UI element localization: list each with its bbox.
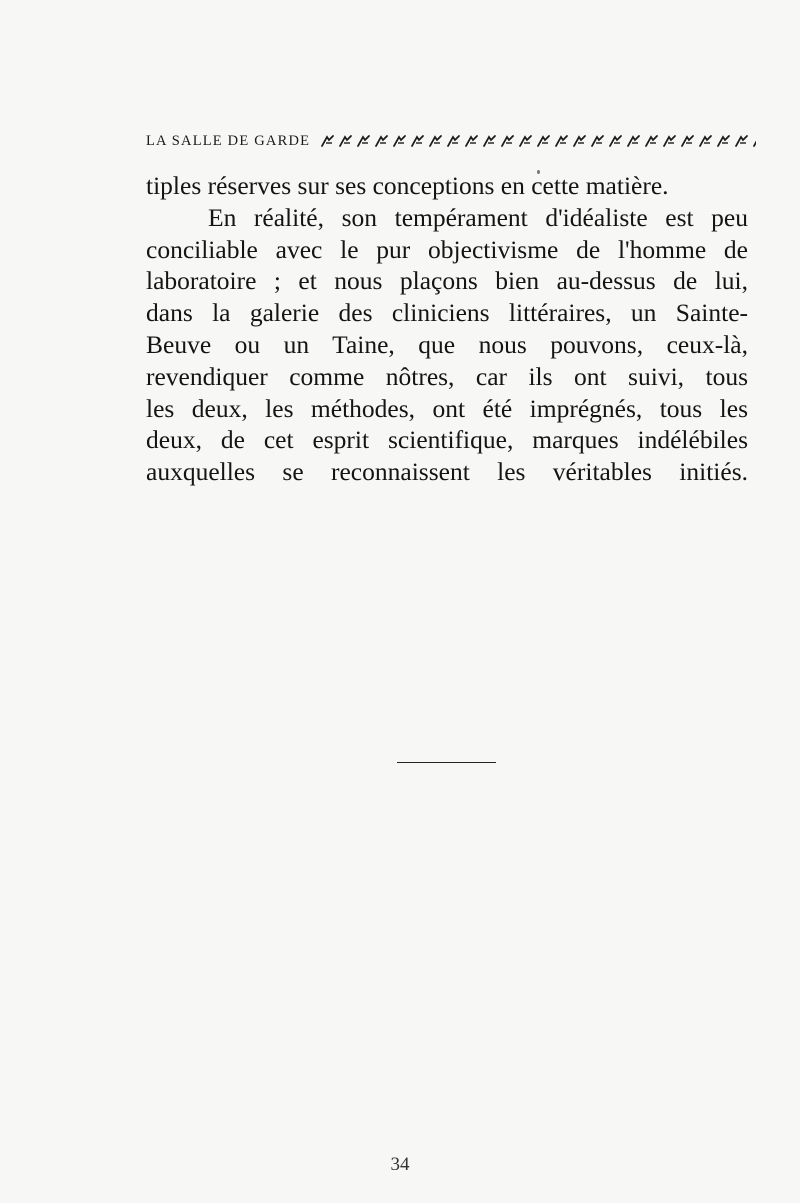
ornament-mark: [484, 136, 495, 146]
ornament-mark: [700, 136, 711, 146]
ornament-mark: [358, 136, 369, 146]
text-line: tiples réserves sur ses conceptions en cette matière.: [146, 171, 669, 200]
text-line: revendiquer comme nôtres, car ils ont suivi, tous: [146, 361, 748, 391]
body-text: [146, 170, 748, 488]
ornament-mark: [430, 136, 441, 146]
running-title: LA SALLE DE GARDE: [146, 132, 311, 149]
ornament-mark: [754, 136, 756, 146]
page-number: 34: [390, 1154, 410, 1175]
ornament-mark: [664, 136, 675, 146]
ornament-mark: [340, 136, 351, 146]
text-line: deux, de cet esprit scientifique, marques indélébiles: [146, 425, 748, 455]
ornament-mark: [592, 136, 603, 146]
ornament-mark: [646, 136, 657, 146]
ornament-pattern: [320, 134, 756, 148]
separator-rule: [397, 762, 496, 763]
text-line: Beuve ou un Taine, que nous pouvons, ceux-là,: [146, 329, 748, 359]
text-line: dans la galerie des cliniciens littéraires, un Sainte-: [146, 298, 748, 328]
text-line: auxquelles se reconnaissent les véritables initiés.: [146, 457, 748, 487]
ornament-mark: [394, 136, 405, 146]
ornament-mark: [610, 136, 621, 146]
running-head: [146, 131, 756, 151]
ornament-mark: [412, 136, 423, 146]
ornament-band: [320, 134, 756, 148]
ornament-mark: [520, 136, 531, 146]
ornament-mark: [556, 136, 567, 146]
text-line: les deux, les méthodes, ont été imprégnés, tous les: [146, 393, 748, 423]
ornament-mark: [718, 136, 729, 146]
ornament-mark: [322, 136, 333, 146]
ornament-mark: [574, 136, 585, 146]
ornament-mark: [538, 136, 549, 146]
ornament-mark: [376, 136, 387, 146]
ornament-mark: [736, 136, 747, 146]
text-line: conciliable avec le pur objectivisme de l'homme de: [146, 234, 748, 264]
text-line: laboratoire ; et nous plaçons bien au-dessus de lui,: [146, 266, 748, 296]
ornament-mark: [466, 136, 477, 146]
text-line: En réalité, son tempérament d'idéaliste est peu: [208, 202, 748, 232]
ornament-mark: [448, 136, 459, 146]
ornament-mark: [628, 136, 639, 146]
ornament-mark: [682, 136, 693, 146]
ornament-mark: [502, 136, 513, 146]
